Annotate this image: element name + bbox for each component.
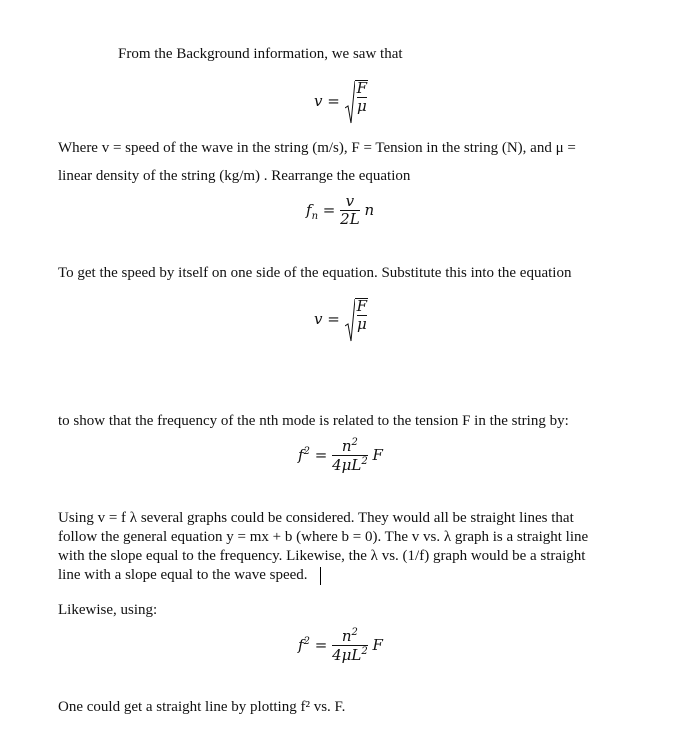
eq-equals: = [322,200,336,219]
frac-num-sup: 2 [351,437,358,448]
paragraph-intro: From the Background information, we saw that [118,46,403,62]
eq-lhs: v [314,92,323,110]
eq-equals: = [314,635,328,654]
fraction [357,299,367,333]
equation-wave-speed [314,80,368,124]
frac-num-sup: 2 [351,627,358,638]
sqrt [345,80,368,124]
paragraph-substitute: To get the speed by itself on one side of the equation. Substitute this into the equation [58,265,572,281]
fraction [332,628,368,664]
frac-den: μ [356,96,367,115]
text-cursor [320,567,321,585]
frac-den-sup: 2 [361,645,368,657]
frac-den: 4μL [332,645,362,664]
radical-sign [345,80,355,124]
fraction [332,438,368,474]
eq-lhs: f [298,445,304,464]
equation-frequency-squared [298,438,383,474]
eq-lhs: v [314,310,323,328]
frac-den: 4μL [332,455,362,474]
equation-wave-speed-2 [314,298,368,342]
equation-frequency [306,194,374,228]
paragraph-likewise: Likewise, using: [58,602,158,618]
eq-tail: F [372,445,383,464]
paragraph-definitions-line2: linear density of the string (kg/m) . Rearrange the equation [58,168,411,184]
eq-lhs-sub: n [311,210,319,222]
frac-num: F [356,79,368,97]
fraction [357,81,367,115]
eq-tail: F [372,635,383,654]
paragraph-graphs-line4: line with a slope equal to the wave speed. [58,567,308,583]
frac-den: μ [356,314,367,333]
eq-tail: n [364,200,375,219]
paragraph-conclusion: One could get a straight line by plotting f² vs. F. [58,699,346,715]
paragraph-graphs-line3: with the slope equal to the frequency. Likewise, the λ vs. (1/f) graph would be a straight [58,548,586,564]
frac-den-sup: 2 [361,455,368,467]
frac-num: n [341,437,352,455]
eq-lhs: f [306,200,312,219]
paragraph-graphs-line1: Using v = f λ several graphs could be considered. They would all be straight lines that [58,510,574,526]
frac-num: v [345,192,355,210]
frac-num: n [341,627,352,645]
paragraph-nth-mode: to show that the frequency of the nth mode is related to the tension F in the string by: [58,413,569,429]
eq-lhs-sup: 2 [303,635,310,647]
eq-equals: = [327,92,340,110]
fraction [340,194,360,228]
eq-lhs: f [298,635,304,654]
equation-frequency-squared-2 [298,628,383,664]
paragraph-graphs-line2: follow the general equation y = mx + b (where b = 0). The v vs. λ graph is a straight line [58,529,589,545]
radical-sign [345,298,355,342]
eq-equals: = [314,445,328,464]
frac-den: 2L [340,209,360,228]
eq-equals: = [327,310,340,328]
sqrt [345,298,368,342]
paragraph-definitions-line1: Where v = speed of the wave in the string (m/s), F = Tension in the string (N), and μ = [58,140,576,156]
frac-num: F [356,297,368,315]
eq-lhs-sup: 2 [303,445,310,457]
